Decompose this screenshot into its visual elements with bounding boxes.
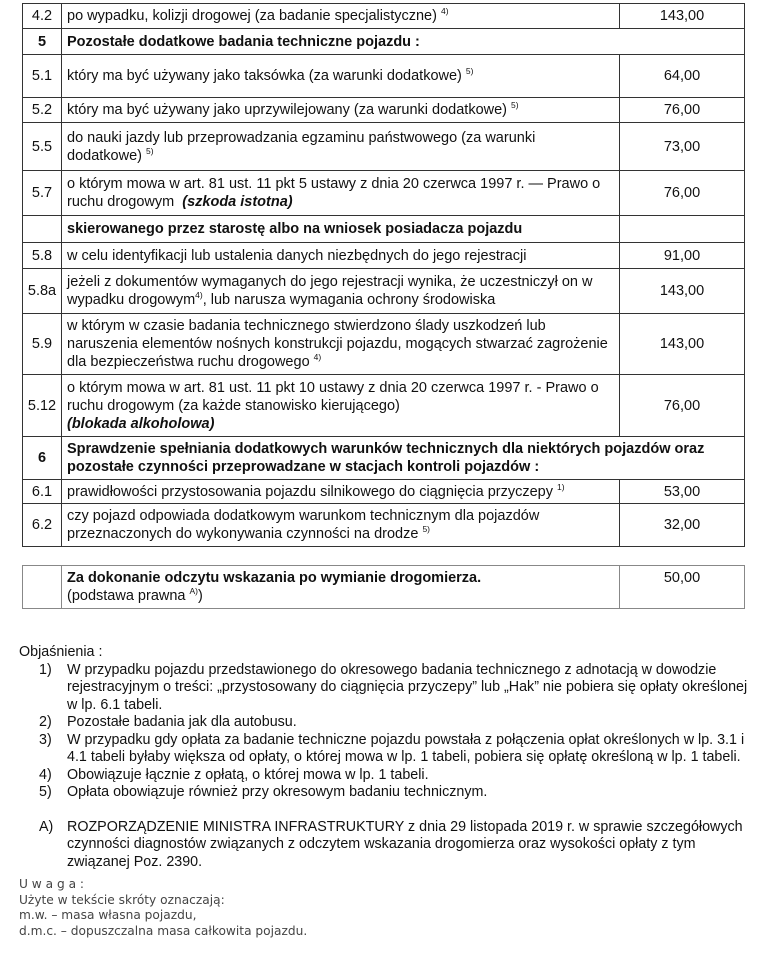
- remark-line: m.w. – masa własna pojazdu,: [19, 908, 197, 922]
- footnote-item: [19, 662, 759, 715]
- description-text: o którym mowa w art. 81 ust. 11 pkt 10 ustawy z dnia 20 czerwca 1997 r. - Prawo o ruchu drogowym (za każde stanowisko kierującego): [67, 379, 599, 414]
- row-number: 5.7: [23, 171, 62, 216]
- footnote-ref: 1): [557, 481, 565, 492]
- basis-prefix: (podstawa prawna: [67, 588, 190, 604]
- footnote-ref: 5): [146, 145, 154, 156]
- legal-basis-item: [19, 819, 759, 872]
- footnote-ref: 5): [465, 66, 474, 77]
- odometer-title: Za dokonanie odczytu wskazania po wymianie drogomierza.: [67, 570, 482, 586]
- row-price: 143,00: [620, 269, 745, 314]
- remark-line: d.m.c. – dopuszczalna masa całkowita pojazdu.: [19, 923, 308, 938]
- table-row: [23, 480, 745, 504]
- fee-table: [22, 3, 745, 547]
- table-row: [23, 123, 745, 171]
- row-description: [62, 4, 620, 29]
- footnote-item: [19, 732, 759, 767]
- row-description: w celu identyfikacji lub ustalenia danych niezbędnych do jego rejestracji: [62, 243, 620, 269]
- table-row: [23, 243, 745, 269]
- footnote-number: 4): [39, 766, 52, 783]
- row-description: [62, 55, 620, 98]
- footnote-item: [19, 714, 759, 732]
- footnote-text: W przypadku gdy opłata za badanie techniczne pojazdu powstała z połączenia opłat określonych w lp. 3.1 i 4.1 tabeli byłaby większa od opłaty, o której mowa w lp. 1 tabeli, pobiera się opłatę określoną w lp. 1 tabeli.: [67, 731, 745, 765]
- table-row: [23, 566, 745, 609]
- table-row: [23, 269, 745, 314]
- footnote-text: Pozostałe badania jak dla autobusu.: [67, 714, 297, 730]
- table-row: [23, 98, 745, 123]
- footnote-text: Opłata obowiązuje również przy okresowym badaniu technicznym.: [67, 784, 488, 800]
- row-number: [23, 216, 62, 243]
- description-text: o którym mowa w art. 81 ust. 11 pkt 5 ustawy z dnia 20 czerwca 1997 r. — Prawo o ruchu drogowym: [67, 176, 601, 210]
- row-price: 76,00: [620, 375, 745, 437]
- table-row: [23, 375, 745, 437]
- basis-suffix: ): [198, 588, 203, 604]
- table-row: [23, 171, 745, 216]
- row-number: 5: [23, 29, 62, 55]
- table-row: [23, 314, 745, 375]
- row-price: 32,00: [620, 504, 745, 547]
- row-number: 5.2: [23, 98, 62, 123]
- row-description: [62, 171, 620, 216]
- row-description: [62, 480, 620, 504]
- description-text: który ma być używany jako taksówka (za warunki dodatkowe): [67, 68, 462, 84]
- table-row: [23, 504, 745, 547]
- description-text: , lub narusza wymagania ochrony środowiska: [202, 292, 496, 308]
- row-price: 50,00: [620, 566, 745, 609]
- row-description: [62, 98, 620, 123]
- footnote-ref: 4): [313, 352, 322, 363]
- footnote-number: 5): [39, 784, 52, 800]
- row-description: [62, 314, 620, 375]
- table-row: [23, 4, 745, 29]
- footnote-ref: 5): [422, 524, 431, 535]
- row-number: 5.8a: [23, 269, 62, 314]
- row-price: 53,00: [620, 480, 745, 504]
- row-number: [23, 566, 62, 609]
- row-number: 6.2: [23, 504, 62, 547]
- description-text: prawidłowości przystosowania pojazdu silnikowego do ciągnięcia przyczepy: [67, 483, 553, 500]
- row-price: 73,00: [620, 123, 745, 171]
- row-price: 143,00: [620, 4, 745, 29]
- row-number: 5.1: [23, 55, 62, 98]
- row-price: [620, 216, 745, 243]
- row-number: 5.9: [23, 314, 62, 375]
- remark-line: Użyte w tekście skróty oznaczają:: [19, 892, 225, 907]
- row-number: 5.5: [23, 123, 62, 171]
- remark-block: [19, 877, 307, 939]
- emphasis-text: (szkoda istotna): [182, 194, 293, 210]
- footnote-number: 1): [39, 661, 52, 678]
- description-text: jeżeli z dokumentów wymaganych do jego rejestracji wynika, że uczestniczył on w wypadku drogowym: [67, 274, 593, 308]
- remark-heading: U w a g a :: [19, 877, 85, 891]
- section-header: Pozostałe dodatkowe badania techniczne pojazdu :: [62, 29, 745, 55]
- description-text: po wypadku, kolizji drogowej (za badanie specjalistyczne): [67, 8, 437, 24]
- row-number: 4.2: [23, 4, 62, 29]
- footnote-number: 2): [39, 714, 52, 730]
- section-header-row: [23, 437, 745, 480]
- section-header-row: [23, 29, 745, 55]
- footnote-item: [19, 784, 759, 802]
- description-text: w którym w czasie badania technicznego stwierdzono ślady uszkodzeń lub naruszenia elementów nośnych konstrukcji pojazdu, mogących stwarzać zagrożenie dla bezpieczeństwa ruchu drogowego: [67, 318, 608, 370]
- row-price: 76,00: [620, 171, 745, 216]
- row-price: 143,00: [620, 314, 745, 375]
- legal-basis-text: ROZPORZĄDZENIE MINISTRA INFRASTRUKTURY z dnia 29 listopada 2019 r. w sprawie szczegółowych czynności diagnostów związanych z odczytem wskazania drogomierza oraz wysokości opłaty z tym związanej Poz. 2390.: [67, 818, 743, 870]
- footnote-ref: 5): [511, 100, 519, 111]
- row-number: 5.8: [23, 243, 62, 269]
- legal-basis-ref: [67, 588, 203, 604]
- explanations-heading: Objaśnienia :: [19, 644, 103, 660]
- footnote-text: Obowiązuje łącznie z opłatą, o której mowa w lp. 1 tabeli.: [67, 766, 429, 783]
- subheader-row: [23, 216, 745, 243]
- row-description: [62, 123, 620, 171]
- subheader-text: skierowanego przez starostę albo na wniosek posiadacza pojazdu: [62, 216, 620, 243]
- footnote-list: [19, 662, 759, 872]
- footnote-number: 3): [39, 731, 52, 748]
- odometer-fee-table: [22, 565, 745, 609]
- footnote-number: A): [39, 818, 54, 835]
- footnote-item: [19, 767, 759, 785]
- footnote-text: W przypadku pojazdu przedstawionego do okresowego badania technicznego z adnotacją w dowodzie rejestracyjnym o treści: „przystosowany do ciągnięcia przyczepy” lub „Hak” nie pobiera się opłaty określonej w lp. 6.1 tabeli.: [67, 661, 748, 713]
- description-text: który ma być używany jako uprzywilejowany (za warunki dodatkowe): [67, 102, 508, 118]
- row-description: [62, 504, 620, 547]
- row-price: 76,00: [620, 98, 745, 123]
- footnote-ref: 4): [195, 290, 203, 301]
- footnote-ref: 4): [440, 6, 449, 17]
- row-description: [62, 375, 620, 437]
- description-text: do nauki jazdy lub przeprowadzania egzaminu państwowego (za warunki dodatkowe): [67, 129, 536, 164]
- row-price: 64,00: [620, 55, 745, 98]
- description-text: czy pojazd odpowiada dodatkowym warunkom technicznym dla pojazdów przeznaczonych do wykonywania czynności na drodze: [67, 508, 540, 542]
- emphasis-text: (blokada alkoholowa): [67, 415, 215, 432]
- row-description: [62, 566, 620, 609]
- row-price: 91,00: [620, 243, 745, 269]
- row-number: 5.12: [23, 375, 62, 437]
- section-header: Sprawdzenie spełniania dodatkowych warunków technicznych dla niektórych pojazdów oraz pozostałe czynności przeprowadzane w stacjach kontroli pojazdów :: [62, 437, 745, 480]
- footnote-ref: A): [189, 586, 199, 597]
- row-description: [62, 269, 620, 314]
- spacer: [19, 802, 759, 819]
- row-number: 6: [23, 437, 62, 480]
- row-number: 6.1: [23, 480, 62, 504]
- explanations: [19, 644, 759, 871]
- table-row: [23, 55, 745, 98]
